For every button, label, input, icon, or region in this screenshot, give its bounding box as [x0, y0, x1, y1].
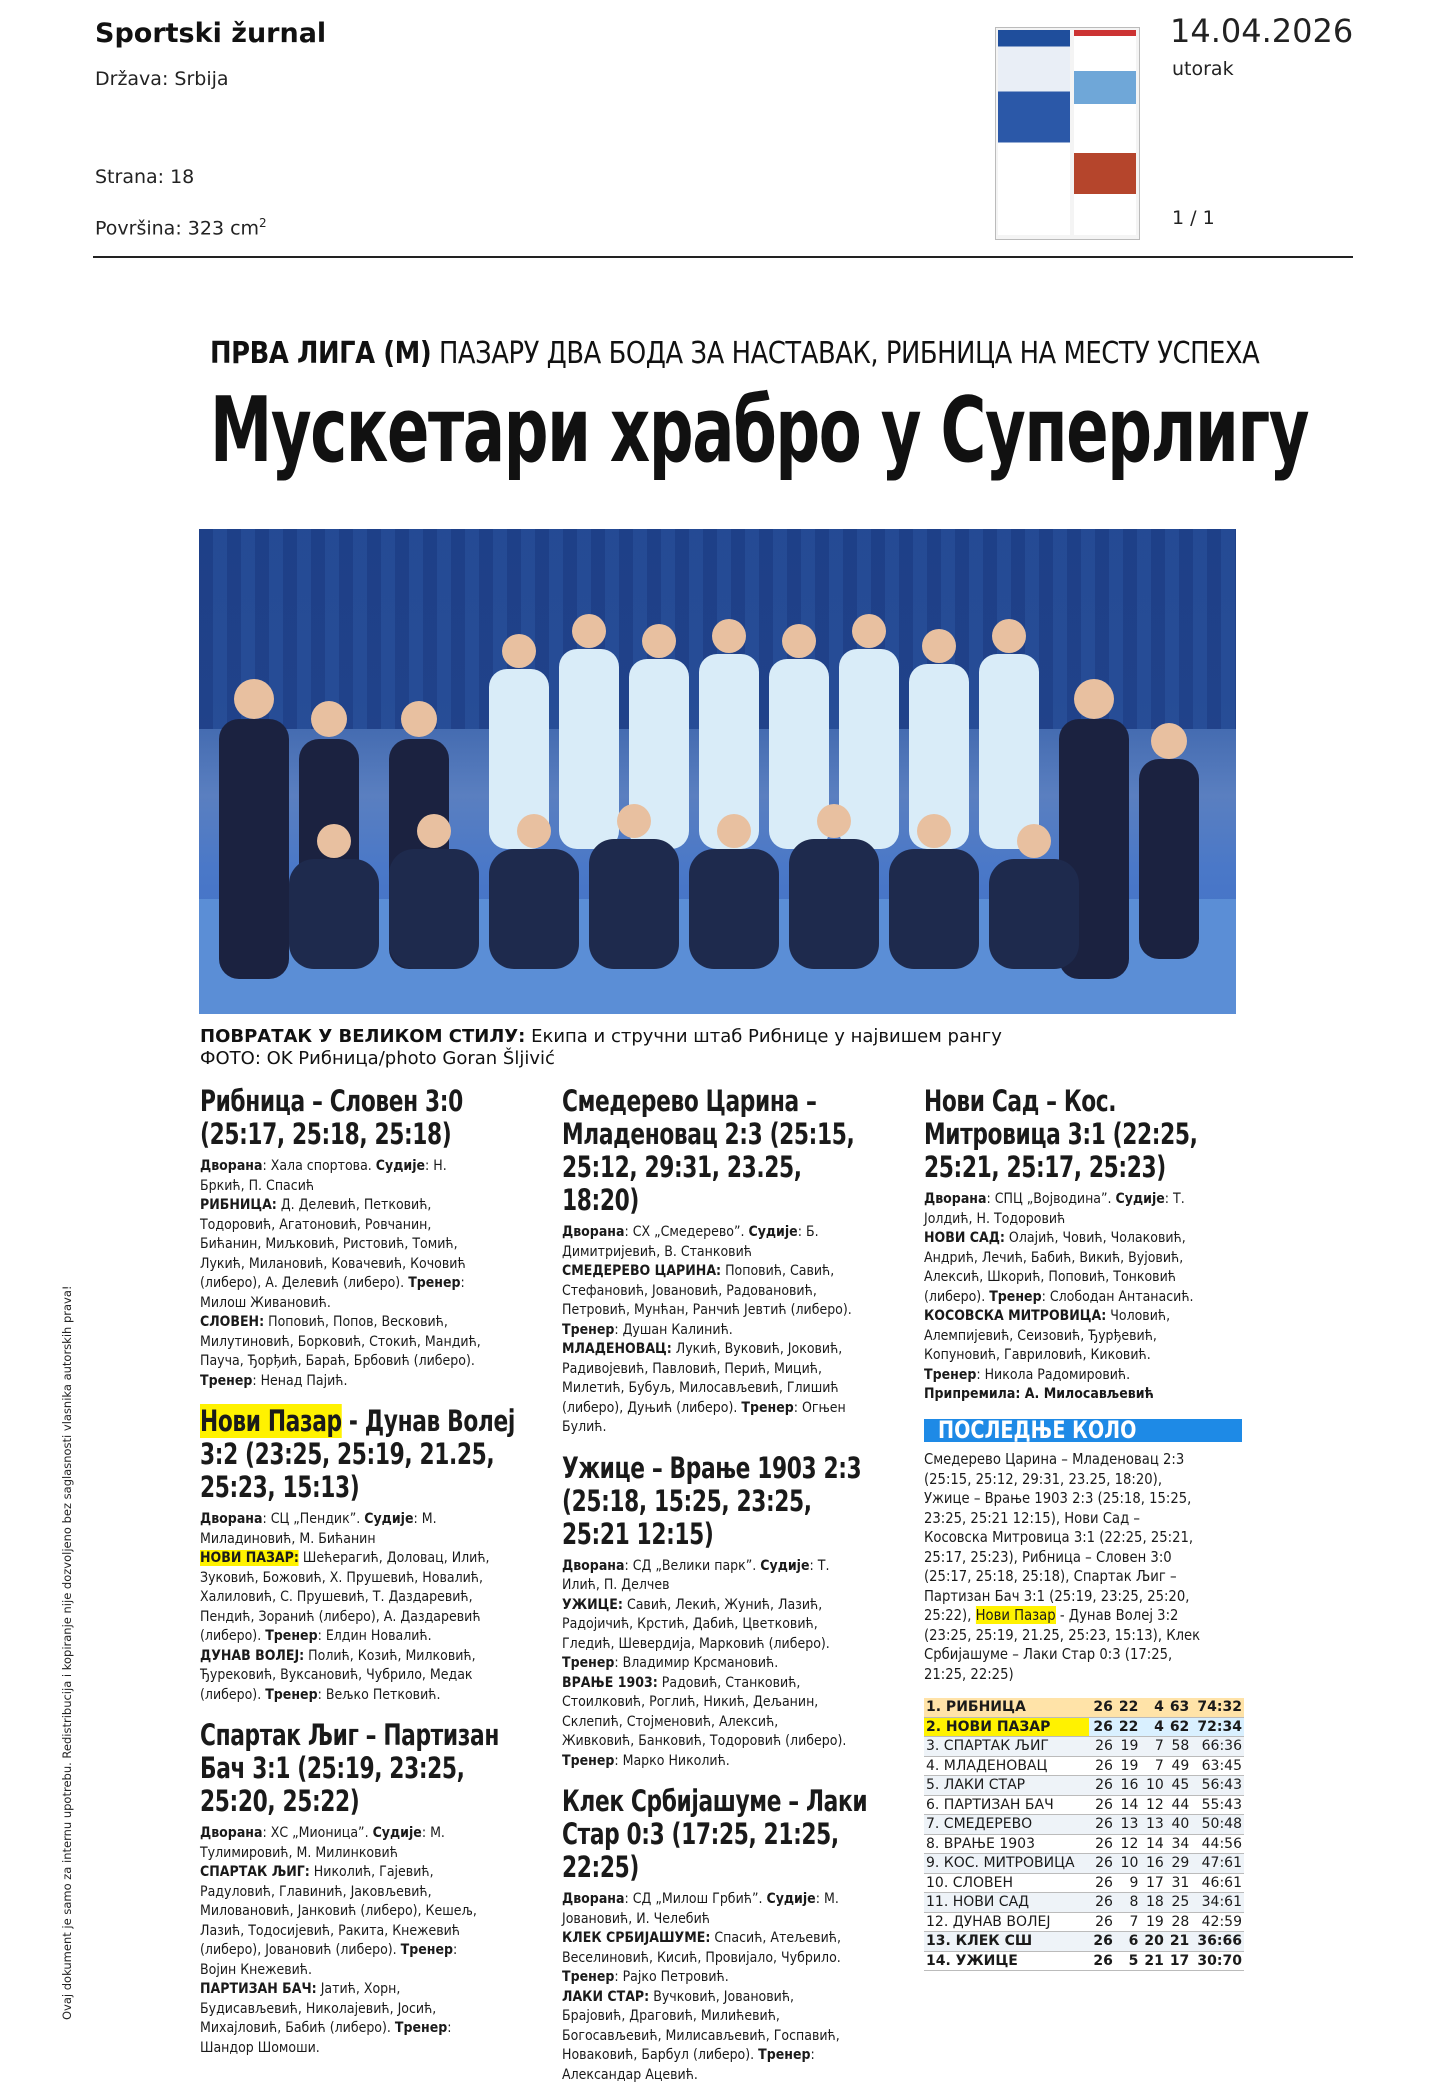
standings-l: 4: [1140, 1698, 1165, 1717]
coach: : Елдин Новалић.: [317, 1628, 432, 1644]
standings-pts: 29: [1166, 1854, 1191, 1874]
standings-row: [924, 1854, 1244, 1874]
team-lineup: Радовић, Станковић, Стоилковић, Роглић, Никић, Дељанин, Склепић, Стојменовић, Алексић, Живковић, Банковић, Тодоровић (либеро).: [562, 1674, 847, 1749]
kicker: [210, 336, 1259, 371]
coach-label: Тренер: [989, 1288, 1042, 1305]
standings-l: 20: [1140, 1932, 1165, 1952]
standings-l: 12: [1140, 1795, 1165, 1815]
coach-label: Тренер: [394, 2020, 448, 2036]
team-label: ПАРТИЗАН БАЧ:: [200, 1981, 317, 1997]
standings-pts: 40: [1166, 1815, 1191, 1835]
page-count: 1 / 1: [1172, 207, 1215, 229]
standings-row: [924, 1795, 1244, 1815]
publication-name: Sportski žurnal: [95, 18, 327, 49]
team-lineup: Поповић, Попов, Весковић, Милутиновић, Борковић, Стокић, Мандић, Пауча, Ђорђић, Бараћ, Брбовић (либеро).: [200, 1314, 481, 1369]
copyright-notice: Ovaj dokument je samo za internu upotrebu. Redistribucija i kopiranje nije dozvoljeno bez saglasnosti vlasnika autorskih prava!: [60, 1285, 74, 2020]
standings-sets: 63:45: [1191, 1756, 1244, 1776]
coach: : Војин Кнежевић.: [200, 1942, 458, 1978]
coach: : Владимир Крсмановић.: [614, 1655, 779, 1671]
country: Država: Srbija: [95, 68, 229, 90]
standings-pts: 58: [1166, 1737, 1191, 1757]
match-title: Рибница – Словен 3:0 (25:17, 25:18, 25:18): [200, 1084, 463, 1151]
standings-row: [924, 1717, 1244, 1737]
match-title: Ужице – Врање 1903 2:3 (25:18, 15:25, 23:25, 25:21 12:15): [562, 1450, 862, 1551]
standings-l: 4: [1140, 1717, 1165, 1737]
kicker-league: ПРВА ЛИГА (М): [210, 336, 432, 371]
team-label: УЖИЦЕ:: [562, 1596, 623, 1613]
standings-l: 17: [1140, 1873, 1165, 1893]
standings-pts: 21: [1166, 1932, 1191, 1952]
headline: Мускетари храбро у Суперлигу: [210, 378, 1309, 483]
team-label: МЛАДЕНОВАЦ:: [562, 1341, 672, 1357]
caption-text: Екипа и стручни штаб Рибнице у највишем рангу: [525, 1026, 1002, 1047]
team-lineup: Николић, Гајевић, Радуловић, Главинић, Јаковљевић, Миловановић, Јанковић (либеро), Кешељ, Лазић, Тодосијевић, Ракита, Кнежевић (либеро), Јовановић (либеро).: [200, 1864, 477, 1958]
match-title: Спартак Љиг – Партизан Бач 3:1 (25:19, 23:25, 25:20, 25:22): [200, 1718, 499, 1818]
standings-pts: 34: [1166, 1834, 1191, 1854]
standings-row: [924, 1815, 1244, 1835]
match-title: [200, 1405, 523, 1504]
coach-label: Тренер: [265, 1686, 318, 1703]
match-title-rest: - Дунав Волеј 3:2 (23:25, 25:19, 21.25, 25:23, 15:13): [200, 1404, 515, 1504]
standings-row: [924, 1912, 1244, 1932]
coach: : Душан Калинић.: [614, 1321, 733, 1338]
area-unit-sup: 2: [259, 216, 267, 230]
standings-sets: 47:61: [1191, 1854, 1244, 1874]
venue: : ХС „Мионица”.: [262, 1825, 373, 1841]
area-value: Površina: 323 cm: [95, 217, 260, 240]
match-report: [924, 1190, 1206, 1405]
venue: : СД „Милош Грбић”.: [624, 1891, 767, 1907]
last-round-title: ПОСЛЕДЊЕ КОЛО: [938, 1415, 1137, 1444]
coach: : Ненад Пајић.: [252, 1372, 348, 1389]
coach-label: Тренер: [408, 1275, 461, 1291]
standings-p: 26: [1089, 1893, 1114, 1913]
referees: : М. Миладиновић, М. Бићанин: [200, 1511, 437, 1547]
standings-row: [924, 1834, 1244, 1854]
standings-pts: 49: [1166, 1756, 1191, 1776]
team-lineup: Вучковић, Јовановић, Брајовић, Драговић, Милићевић, Богосављевић, Милисављевић, Госпавић, Новаковић, Барбул (либеро).: [562, 1988, 840, 2063]
standings-l: 21: [1140, 1951, 1165, 1971]
coach-label: Тренер: [562, 1752, 615, 1769]
photo-credit: ФОТО: OK Рибница/photo Goran Šljivić: [200, 1048, 555, 1069]
standings-team: 2. НОВИ ПАЗАР: [924, 1717, 1089, 1737]
match-report: [200, 1510, 490, 1705]
standings-l: 13: [1140, 1815, 1165, 1835]
referees: : Б. Димитријевић, В. Станковић: [562, 1224, 819, 1260]
column-2: [562, 1085, 892, 2099]
standings-sets: 74:32: [1191, 1698, 1244, 1717]
standings-w: 19: [1115, 1737, 1140, 1757]
match-report: [562, 1890, 852, 2085]
team-label: КЛЕК СРБИЈАШУМЕ:: [562, 1930, 711, 1946]
standings-team: 13. КЛЕК СШ: [924, 1932, 1089, 1952]
standings-l: 18: [1140, 1893, 1165, 1913]
standings-sets: 46:61: [1191, 1873, 1244, 1893]
column-1: [200, 1085, 530, 2072]
match-report: [562, 1223, 852, 1438]
venue: : СПЦ „Војводина”.: [986, 1191, 1116, 1207]
standings-sets: 34:61: [1191, 1893, 1244, 1913]
caption-lead: ПОВРАТАК У ВЕЛИКОМ СТИЛУ:: [200, 1026, 526, 1047]
page-number: Strana: 18: [95, 166, 195, 188]
column-3: [924, 1085, 1244, 1971]
coach-label: Тренер: [758, 2047, 811, 2063]
standings-w: 10: [1115, 1854, 1140, 1874]
coach: : Шандор Шомоши.: [200, 2020, 452, 2056]
referees-label: Судије: [1115, 1191, 1165, 1207]
match-report: [562, 1557, 852, 1772]
standings-l: 16: [1140, 1854, 1165, 1874]
standings-p: 26: [1089, 1737, 1114, 1757]
venue-label: Дворана: [562, 1224, 625, 1240]
area: [95, 216, 267, 239]
standings-p: 26: [1089, 1932, 1114, 1952]
venue-label: Дворана: [200, 1511, 263, 1527]
referees: : Н. Бркић, П. Спасић: [200, 1158, 447, 1194]
standings-l: 7: [1140, 1737, 1165, 1757]
standings-w: 16: [1115, 1776, 1140, 1796]
referees-label: Судије: [760, 1557, 810, 1574]
photo-caption: [200, 1026, 1002, 1047]
standings-sets: 72:34: [1191, 1717, 1244, 1737]
standings-w: 5: [1115, 1951, 1140, 1971]
referees: : М. Тулимировић, М. Милинковић: [200, 1825, 445, 1861]
coach: : Милош Живановић.: [200, 1275, 465, 1311]
standings-w: 19: [1115, 1756, 1140, 1776]
standings-team: 1. РИБНИЦА: [924, 1698, 1089, 1717]
standings-team: 8. ВРАЊЕ 1903: [924, 1834, 1089, 1854]
weekday: utorak: [1172, 58, 1234, 80]
last-round-text-end: - Дунав Волеј 3:2 (23:25, 25:19, 21.25, 25:23, 15:13), Клек Србијашуме – Лаки Стар 0:3 (17:25, 21:25, 22:25): [924, 1606, 1201, 1683]
standings-team: 4. МЛАДЕНОВАЦ: [924, 1756, 1089, 1776]
prepared-by: Припремила: А. Милосављевић: [924, 1386, 1154, 1402]
standings-row: [924, 1893, 1244, 1913]
referees-label: Судије: [766, 1891, 816, 1907]
team-label: ДУНАВ ВОЛЕЈ:: [200, 1647, 305, 1664]
coach-label: Тренер: [562, 1969, 615, 1985]
standings-pts: 63: [1166, 1698, 1191, 1717]
standings-team: 12. ДУНАВ ВОЛЕЈ: [924, 1912, 1089, 1932]
coach-label: Тренер: [400, 1942, 454, 1958]
highlighted-team: Нови Пазар: [200, 1404, 342, 1438]
standings-sets: 50:48: [1191, 1815, 1244, 1835]
standings-team: 5. ЛАКИ СТАР: [924, 1776, 1089, 1796]
standings-pts: 44: [1166, 1795, 1191, 1815]
standings-pts: 31: [1166, 1873, 1191, 1893]
standings-w: 8: [1115, 1893, 1140, 1913]
highlighted-team: Нови Пазар: [975, 1606, 1056, 1624]
standings-team: 11. НОВИ САД: [924, 1893, 1089, 1913]
thumbnail-right-column: [1074, 30, 1136, 235]
standings-l: 10: [1140, 1776, 1165, 1796]
standings-p: 26: [1089, 1795, 1114, 1815]
standings-w: 22: [1115, 1717, 1140, 1737]
standings-sets: 44:56: [1191, 1834, 1244, 1854]
standings-row: [924, 1776, 1244, 1796]
referees-label: Судије: [375, 1158, 426, 1174]
coach-label: Тренер: [200, 1372, 253, 1389]
coach: : Слободан Антанасић.: [1041, 1288, 1194, 1305]
standings-table: [924, 1698, 1244, 1971]
match-report: [200, 1157, 490, 1391]
standings-p: 26: [1089, 1756, 1114, 1776]
team-label: ЛАКИ СТАР:: [562, 1988, 650, 2005]
photo-figures: [199, 529, 1236, 1014]
standings-row: [924, 1873, 1244, 1893]
team-label: НОВИ ПАЗАР:: [200, 1550, 299, 1566]
standings-p: 26: [1089, 1815, 1114, 1835]
standings-l: 14: [1140, 1834, 1165, 1854]
coach: : Александар Ацевић.: [562, 2047, 815, 2083]
coach: : Рајко Петровић.: [614, 1969, 729, 1985]
coach-label: Тренер: [562, 1321, 615, 1338]
kicker-text: ПАЗАРУ ДВА БОДА ЗА НАСТАВАК, РИБНИЦА НА МЕСТУ УСПЕХА: [431, 336, 1260, 371]
standings-row: [924, 1756, 1244, 1776]
standings-pts: 45: [1166, 1776, 1191, 1796]
standings-w: 22: [1115, 1698, 1140, 1717]
team-label: СМЕДЕРЕВО ЦАРИНА:: [562, 1263, 722, 1279]
coach: : Марко Николић.: [614, 1752, 730, 1769]
standings-pts: 62: [1166, 1717, 1191, 1737]
standings-pts: 17: [1166, 1951, 1191, 1971]
coach: : Никола Радомировић.: [976, 1366, 1131, 1383]
referees: : Т. Јолдић, Н. Тодоровић: [924, 1191, 1185, 1227]
referees-label: Судије: [748, 1224, 798, 1240]
venue: : СХ „Смедерево”.: [624, 1224, 749, 1240]
standings-pts: 25: [1166, 1893, 1191, 1913]
team-lineup: Чоловић, Алемпијевић, Сеизовић, Ђурђевић, Копуновић, Гавриловић, Киковић.: [924, 1308, 1171, 1363]
standings-sets: 56:43: [1191, 1776, 1244, 1796]
venue-label: Дворана: [562, 1891, 625, 1907]
team-label: КОСОВСКА МИТРОВИЦА:: [924, 1308, 1107, 1324]
standings-p: 26: [1089, 1873, 1114, 1893]
standings-p: 26: [1089, 1854, 1114, 1874]
referees-label: Судије: [364, 1511, 414, 1527]
venue-label: Дворана: [200, 1158, 263, 1174]
standings-p: 26: [1089, 1951, 1114, 1971]
team-lineup: Полић, Козић, Милковић, Ђурековић, Вуксановић, Чубрило, Медак (либеро).: [200, 1647, 476, 1703]
coach-label: Тренер: [741, 1399, 794, 1416]
coach-label: Тренер: [265, 1628, 318, 1644]
thumbnail-left-column: [998, 30, 1070, 235]
team-label: НОВИ САД:: [924, 1230, 1005, 1246]
team-lineup: Савић, Лекић, Жунић, Лазић, Радојичић, Крстић, Дабић, Цветковић, Гледић, Шевердија, Марковић (либеро).: [562, 1596, 830, 1652]
team-photo: [199, 529, 1236, 1014]
standings-w: 12: [1115, 1834, 1140, 1854]
venue: : СЦ „Пендик”.: [262, 1511, 365, 1527]
match-title: Смедерево Царина – Младеновац 2:3 (25:15, 25:12, 29:31, 23.25, 18:20): [562, 1084, 855, 1217]
standings-sets: 55:43: [1191, 1795, 1244, 1815]
standings-w: 13: [1115, 1815, 1140, 1835]
coach-label: Тренер: [562, 1655, 615, 1671]
standings-row: [924, 1698, 1244, 1717]
match-title: Клек Србијашуме – Лаки Стар 0:3 (17:25, 21:25, 22:25): [562, 1784, 868, 1884]
standings-p: 26: [1089, 1912, 1114, 1932]
referees: : М. Јовановић, И. Челебић: [562, 1891, 839, 1927]
last-round-banner: [924, 1415, 1242, 1444]
venue: : СД „Велики парк”.: [624, 1557, 761, 1574]
venue-label: Дворана: [924, 1191, 987, 1207]
standings-w: 9: [1115, 1873, 1140, 1893]
coach-label: Тренер: [924, 1366, 977, 1383]
standings-team: 14. УЖИЦЕ: [924, 1951, 1089, 1971]
standings-w: 7: [1115, 1912, 1140, 1932]
standings-w: 6: [1115, 1932, 1140, 1952]
match-report: [200, 1824, 490, 2058]
standings-sets: 30:70: [1191, 1951, 1244, 1971]
team-label: СЛОВЕН:: [200, 1314, 265, 1330]
standings-team: 3. СПАРТАК ЉИГ: [924, 1737, 1089, 1757]
coach: : Огњен Булић.: [562, 1399, 846, 1435]
standings-l: 19: [1140, 1912, 1165, 1932]
team-lineup: Лукић, Вуковић, Јоковић, Радивојевић, Павловић, Перић, Мицић, Милетић, Бубуљ, Милосављевић, Глишић (либеро), Дуњић (либеро).: [562, 1341, 843, 1416]
standings-sets: 36:66: [1191, 1932, 1244, 1952]
standings-sets: 42:59: [1191, 1912, 1244, 1932]
standings-p: 26: [1089, 1698, 1114, 1717]
standings-team: 6. ПАРТИЗАН БАЧ: [924, 1795, 1089, 1815]
standings-row: [924, 1932, 1244, 1952]
team-label: СПАРТАК ЉИГ:: [200, 1864, 310, 1880]
venue-label: Дворана: [200, 1825, 263, 1841]
standings-w: 14: [1115, 1795, 1140, 1815]
team-lineup: Шећерагић, Доловац, Илић, Зуковић, Божовић, Х. Прушевић, Новалић, Халиловић, С. Прушевић, Т. Даздаревић, Пендић, Зоранић (либеро), А. Даздаревић (либеро).: [200, 1550, 490, 1644]
venue: : Хала спортова.: [262, 1158, 376, 1174]
header-divider: [93, 256, 1353, 258]
match-title: Нови Сад – Кос. Митровица 3:1 (22:25, 25:21, 25:17, 25:23): [924, 1084, 1198, 1184]
page-thumbnail[interactable]: [995, 27, 1140, 240]
standings-team: 9. КОС. МИТРОВИЦА: [924, 1854, 1089, 1874]
standings-pts: 28: [1166, 1912, 1191, 1932]
standings-row: [924, 1951, 1244, 1971]
team-label: ВРАЊЕ 1903:: [562, 1674, 658, 1691]
last-round-text: Смедерево Царина – Младеновац 2:3 (25:15, 25:12, 29:31, 23.25, 18:20), Ужице – Врање 1903 2:3 (25:18, 15:25, 23:25, 25:21 12:15), Нови Сад – Косовска Митровица 3:1 (22:25, 25:21, 25:17, 25:23), Рибница – Словен 3:0 (25:17, 25:18, 25:18), Спартак Љиг – Партизан Бач 3:1 (25:19, 23:25, 25:20, 25:22),: [924, 1450, 1194, 1624]
team-lineup: Спасић, Атељевић, Веселиновић, Кисић, Провијало, Чубрило.: [562, 1930, 841, 1966]
referees: : Т. Илић, П. Делчев: [562, 1557, 830, 1593]
team-lineup: Поповић, Савић, Стефановић, Јовановић, Радовановић, Петровић, Мунћан, Ранчић Јевтић (либеро).: [562, 1263, 852, 1318]
standings-team: 10. СЛОВЕН: [924, 1873, 1089, 1893]
standings-team: 7. СМЕДЕРЕВО: [924, 1815, 1089, 1835]
standings-sets: 66:36: [1191, 1737, 1244, 1757]
venue-label: Дворана: [562, 1557, 625, 1574]
standings-p: 26: [1089, 1834, 1114, 1854]
team-lineup: Олајић, Човић, Чолаковић, Андрић, Лечић, Бабић, Викић, Вујовић, Алексић, Шкорић, Поповић, Тонковић (либеро).: [924, 1230, 1186, 1305]
date: 14.04.2026: [1170, 12, 1354, 50]
standings-l: 7: [1140, 1756, 1165, 1776]
standings-p: 26: [1089, 1717, 1114, 1737]
team-label: РИБНИЦА:: [200, 1197, 277, 1213]
team-lineup: Д. Делевић, Петковић, Тодоровић, Агатоновић, Ровчанин, Бићанин, Миљковић, Ристовић, Томић, Лукић, Милановић, Ковачевић, Кочовић (либеро), А. Делевић (либеро).: [200, 1197, 466, 1291]
standings-row: [924, 1737, 1244, 1757]
team-lineup: Јатић, Хорн, Будисављевић, Николајевић, Јосић, Михајловић, Бабић (либеро).: [200, 1981, 437, 2036]
standings-p: 26: [1089, 1776, 1114, 1796]
coach: : Вељко Петковић.: [317, 1686, 441, 1703]
last-round-results: [924, 1450, 1206, 1684]
referees-label: Судије: [372, 1825, 422, 1841]
